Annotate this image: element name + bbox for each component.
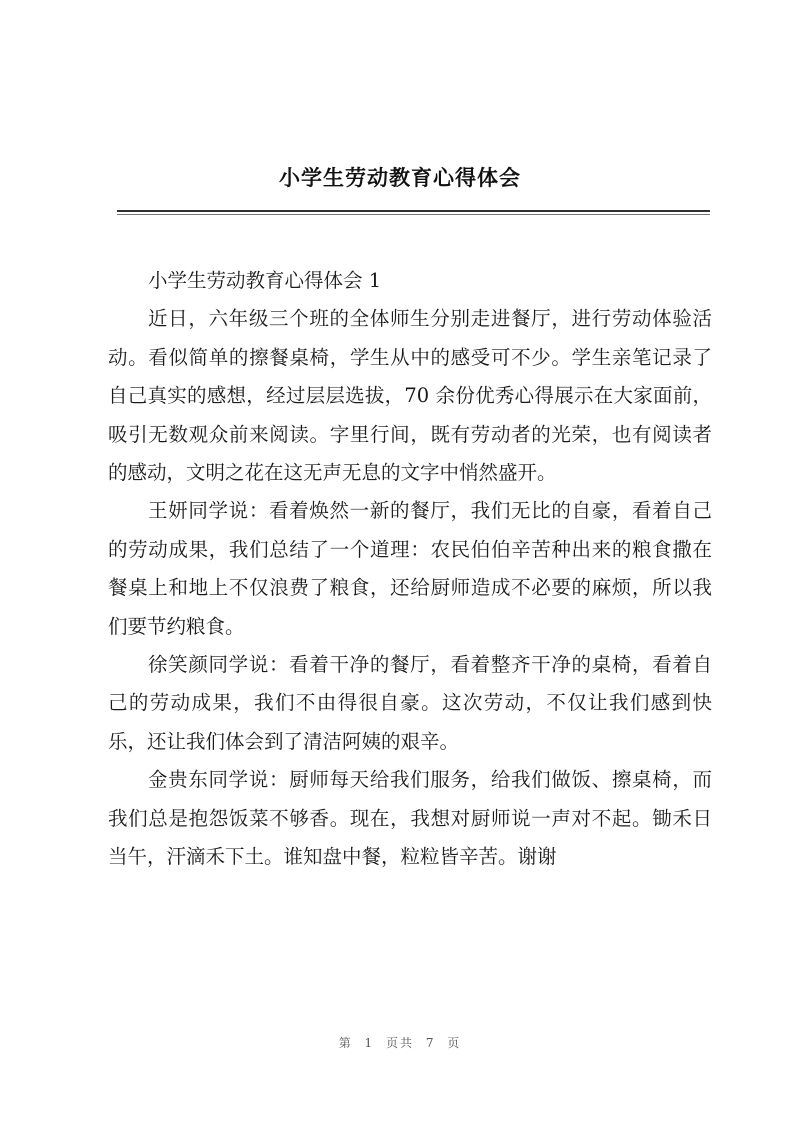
paragraph: 王妍同学说：看着焕然一新的餐厅，我们无比的自豪，看着自己的劳动成果，我们总结了一个道理：农民伯伯辛苦种出来的粮食撒在餐桌上和地上不仅浪费了粮食，还给厨师造成不必要的麻烦，所以我们要节约粮食。 [108, 499, 712, 638]
paragraph: 徐笑颜同学说：看着干净的餐厅，看着整齐干净的桌椅，看着自己的劳动成果，我们不由得很自豪。这次劳动，不仅让我们感到快乐，还让我们体会到了清洁阿姨的艰辛。 [108, 653, 712, 753]
paragraph: 近日，六年级三个班的全体师生分别走进餐厅，进行劳动体验活动。看似简单的擦餐桌椅，学生从中的感受可不少。学生亲笔记录了自己真实的感想，经过层层选拔，70 余份优秀心得展示在大家面前，吸引无数观众前来阅读。字里行间，既有劳动者的光荣，也有阅读者的感动，文明之花在这无声无息的文字中悄然盛开。 [108, 307, 712, 485]
page-number-footer: 第 1 页共 7 页 [338, 1036, 462, 1050]
paragraph: 金贵东同学说：厨师每天给我们服务，给我们做饭、擦桌椅，而我们总是抱怨饭菜不够香。现在，我想对厨师说一声对不起。锄禾日当午，汗滴禾下土。谁知盘中餐，粒粒皆辛苦。谢谢 [108, 768, 712, 869]
document-body [108, 262, 712, 877]
section-heading: 小学生劳动教育心得体会 1 [148, 269, 382, 292]
document-title: 小学生劳动教育心得体会 [279, 165, 521, 190]
title-divider [117, 210, 710, 212]
title-divider-thin [117, 214, 710, 215]
